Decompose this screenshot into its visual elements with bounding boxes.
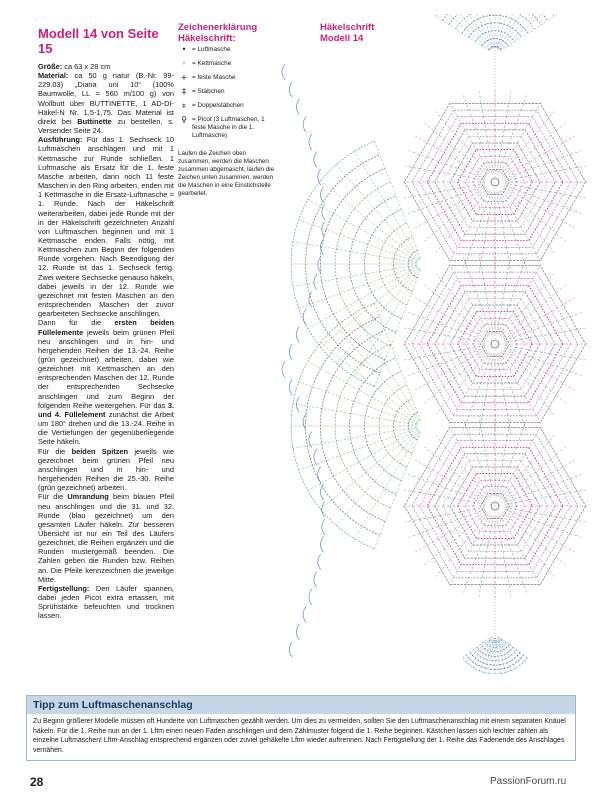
border-scallop — [314, 449, 317, 465]
border-scallop — [322, 222, 325, 238]
border-scallop — [289, 379, 292, 395]
instruction-paragraph — [38, 62, 174, 71]
border-scallop — [282, 64, 285, 80]
stitch-symbol-icon: • — [181, 45, 187, 54]
border-scallop — [321, 537, 324, 553]
instruction-label: Material: — [38, 71, 69, 81]
fan-spoke — [499, 639, 520, 666]
stitch-spoke — [500, 515, 541, 586]
border-scallop — [314, 274, 317, 290]
instruction-label: Buttinette — [77, 116, 112, 126]
fan-spoke — [336, 269, 419, 364]
tip-heading: Tipp zum Luftmaschenanschlag — [27, 696, 575, 714]
instruction-text: zu bestellen, s. Versender Seite 24. — [38, 116, 174, 136]
fan-spoke — [354, 431, 420, 539]
instruction-paragraph — [38, 71, 174, 135]
watermark: PassionForum.ru — [490, 776, 567, 787]
legend-label: = Stäbchen — [192, 88, 225, 95]
fan-spoke — [498, 639, 515, 668]
fan-spoke — [299, 220, 418, 262]
tip-text: Zu Beginn größerer Modelle müssen oft Hunderte von Luftmaschen gezählt werden. Um dies zu vermeiden, sollten Sie den Luftmaschenanschlag mit einem separaten Knäuel häkeln. Für die 1. Reihe nun an der 1. Lftm einen neuen Faden anschlingen und dem Zählmuster folgend die 1. Reihe beginnen. Kästchen lassen sich leichter zählen als einzelne Luftmaschen! Lftm-Anschlag entsprechend ergänzen oder zuviel gehäkelte Lftm wieder auftrennen. Nach Fertigstellung der 1. Reihe das Fadenende des Anschlages vernähen. — [33, 718, 566, 754]
fan-spoke — [336, 431, 419, 526]
border-scallop — [309, 432, 312, 448]
stitch-symbol-icon: ◦ — [181, 59, 187, 68]
instruction-label: Umrandung — [67, 492, 109, 502]
instruction-label: Ausführung: — [38, 135, 83, 145]
fan-spoke — [321, 181, 419, 260]
stitch-symbol-icon: ⧧ — [181, 101, 187, 110]
border-scallop — [289, 82, 292, 98]
fan-spoke — [308, 361, 418, 423]
stitch-spoke — [500, 191, 541, 262]
instruction-text: ca 50 g natur (B.-Nr. 99-229.03) „Diana uni 10“ (100% Baumwolle, LL = 560 m/100 g) von Wollbutt über BUTTINETTE, 1 AD-DI-Häkel-N Nr. 1,5-1,75. Das Material ist direkt bei — [38, 71, 174, 126]
border-scallop — [322, 519, 325, 535]
instructions-text — [38, 62, 174, 621]
stitch-spoke — [500, 264, 541, 335]
legend-title-line1: Zeichenerklärung — [178, 22, 258, 33]
instruction-label: ersten beiden Füllelemente — [38, 318, 174, 337]
fan-spoke — [321, 343, 419, 422]
fan-spoke — [293, 242, 417, 263]
stitch-spoke — [500, 426, 541, 497]
instruction-text: beim blauen Pfeil neu anschlingen und die 31. und 32. Runde (blau gezeichnet) um den gesamten Läufer häkeln. Zur besseren Übersicht ist nur ein Teil des Läufers gezeichnet, die Reihen ergänzen und die Runden mustergemäß beenden. Die Zahlen geben die Runden bzw. Reihen an. Die Pfeile kennzeichnen die jeweilige Mitte. — [38, 492, 174, 584]
page-number: 28 — [30, 775, 44, 789]
border-scallop — [309, 589, 312, 605]
fan-spoke — [500, 14, 548, 50]
border-scallop — [314, 152, 317, 168]
instruction-label: Fertigstellung: — [38, 583, 90, 593]
fan-spoke — [498, 14, 533, 49]
chart-title-line2: Modell 14 — [320, 33, 364, 44]
stitch-symbol-icon: ‡ — [182, 87, 186, 96]
border-scallop — [289, 344, 292, 360]
stitch-symbol-icon: + — [180, 73, 188, 82]
legend-title-line2: Häkelschrift: — [178, 33, 236, 44]
border-scallop — [318, 554, 321, 570]
instruction-paragraph — [38, 318, 174, 446]
fan-spoke — [293, 265, 417, 286]
border-scallop — [303, 309, 306, 325]
fan-spoke — [308, 267, 418, 329]
border-scallop — [318, 169, 321, 185]
border-scallop — [309, 134, 312, 150]
stitch-spoke — [449, 426, 490, 497]
fan-spoke — [308, 429, 418, 491]
border-scallop — [321, 187, 324, 203]
stitch-spoke — [500, 102, 541, 173]
border-scallop — [322, 502, 325, 518]
crochet-diagram — [165, 14, 597, 674]
fan-spoke — [466, 14, 493, 48]
border-scallop — [296, 327, 299, 343]
border-scallop — [303, 607, 306, 623]
fan-spoke — [354, 151, 420, 259]
legend-note: Laufen die Zeichen oben zusammen, werden die Maschen zusammen abgemascht, laufen die Zeichen unten zusammen, werden die Maschen in eine Einstichstelle gearbeitet. — [178, 150, 274, 197]
stitch-spoke — [415, 187, 486, 228]
stitch-spoke — [449, 264, 490, 335]
stitch-spoke — [500, 353, 541, 424]
instructions-column — [38, 26, 174, 621]
border-scallop — [318, 467, 321, 483]
border-scallop — [303, 414, 306, 430]
instruction-text: zunächst die Arbeit um 180° drehen und die 13.-24. Reihe in die Vertiefungen der gegenüberliegende Seite häkeln. — [38, 409, 174, 447]
fan-spoke — [336, 165, 419, 260]
stitch-spoke — [449, 102, 490, 173]
stitch-symbol-icon: ♀ — [181, 115, 187, 124]
border-scallop — [296, 99, 299, 115]
instruction-text: jeweils beim grünen Pfeil neu anschlingen und in hin- und hergehenden Reihen die 13.-24. Reihe (grün gezeichnet) arbeiten, dabei wie gezeichnet mit Kettmaschen an den entsprechenden Maschen der 12. Runde der entsprechenden Sechsecke anschlingen und zum Beginn der folgenden Reihe weitergehen. Für das — [38, 327, 174, 410]
instruction-text: ca 63 x 28 cm — [62, 62, 111, 71]
legend-label: = Luftmasche — [192, 46, 231, 53]
stitch-spoke — [449, 191, 490, 262]
fan-spoke — [321, 430, 419, 509]
instruction-label: 3. und 4. Füllelement — [38, 400, 174, 419]
instruction-paragraph — [38, 135, 174, 318]
border-scallop — [303, 117, 306, 133]
point-fan — [473, 650, 516, 661]
fan-spoke — [299, 382, 418, 424]
instruction-text: Den Läufer spannen, dabei jeden Picot extra ertassen, mit Sprühstärke befeuchten und trocknen lassen. — [38, 583, 174, 621]
stitch-spoke — [415, 349, 486, 390]
instruction-paragraph — [38, 447, 174, 493]
chart-title — [320, 22, 374, 44]
stitch-spoke — [449, 353, 490, 424]
instruction-text: Für das 1. Sechseck 10 Luftmaschen anschlagen und mit 1 Kettmasche zur Runde schließen. 1 Luftmasche als Ersatz für die 1. feste Masche arbeiten, dann noch 11 feste Maschen in den Ring arbeiten, enden mit 1 Kettmasche in die Ersatz-Luftmasche = 1. Runde. Nach der Häkelschrift weiterarbeiten, dabei jede Runde mit der in der Häkelschrift gezeichneten Anzahl von Luftmaschen beginnen und mit 1 Kettmasche enden. Falls nötig, mit Kettmaschen zum Beginn der folgenden Runde vorgehen. Nach Beendigung der 12. Runde ist das 1. Sechseck fertig. Zwei weitere Sechsecke genauso häkeln, dabei jeweils in der 12. Runde wie gezeichnet mit festen Maschen an den entsprechenden Maschen der zuvor gearbeiteten Sechsecke anschlingen. — [38, 135, 174, 319]
legend-label: = Kettmasche — [192, 60, 232, 67]
fan-spoke — [498, 14, 525, 48]
border-scallop — [296, 624, 299, 640]
border-scallop — [314, 572, 317, 588]
fan-spoke — [496, 14, 505, 48]
tip-box — [26, 695, 576, 761]
instruction-text: jeweils wie gezeichnet beim grünen Pfeil neu anschlingen und in hin- und hergehenden Reihen die 25.-30. Reihe (grün gezeichnet) arbeiten. — [38, 446, 174, 493]
fan-spoke — [336, 327, 419, 422]
legend-label: = Picot (3 Luftmaschen, 1 feste Masche in die 1. Luftmasche) — [192, 116, 265, 139]
stitch-spoke — [415, 511, 486, 552]
fan-spoke — [321, 268, 419, 347]
border-scallop — [282, 362, 285, 378]
instruction-paragraph — [38, 584, 174, 621]
instruction-paragraph — [38, 492, 174, 584]
border-scallop — [289, 642, 292, 658]
fan-spoke — [299, 266, 418, 308]
legend-label: = Doppelstäbchen — [192, 102, 244, 109]
legend-label: = feste Masche — [192, 74, 236, 81]
border-scallop — [322, 204, 325, 220]
instruction-text: Für die — [38, 446, 72, 456]
border-scallop — [321, 484, 324, 500]
fan-spoke — [293, 404, 417, 425]
fan-spoke — [470, 639, 491, 666]
instruction-text: Dann für die — [38, 318, 115, 328]
stitch-spoke — [449, 515, 490, 586]
instruction-label: beiden Spitzen — [71, 446, 129, 456]
fan-spoke — [442, 14, 491, 50]
chart-title-line1: Häkelschrift — [320, 22, 375, 33]
instruction-text: Für die — [38, 492, 68, 502]
fan-spoke — [457, 14, 492, 49]
model-title: Modell 14 von Seite 15 — [38, 26, 159, 56]
fan-spoke — [308, 199, 418, 261]
instruction-label: Größe: — [38, 62, 63, 71]
fan-spoke — [293, 427, 417, 448]
